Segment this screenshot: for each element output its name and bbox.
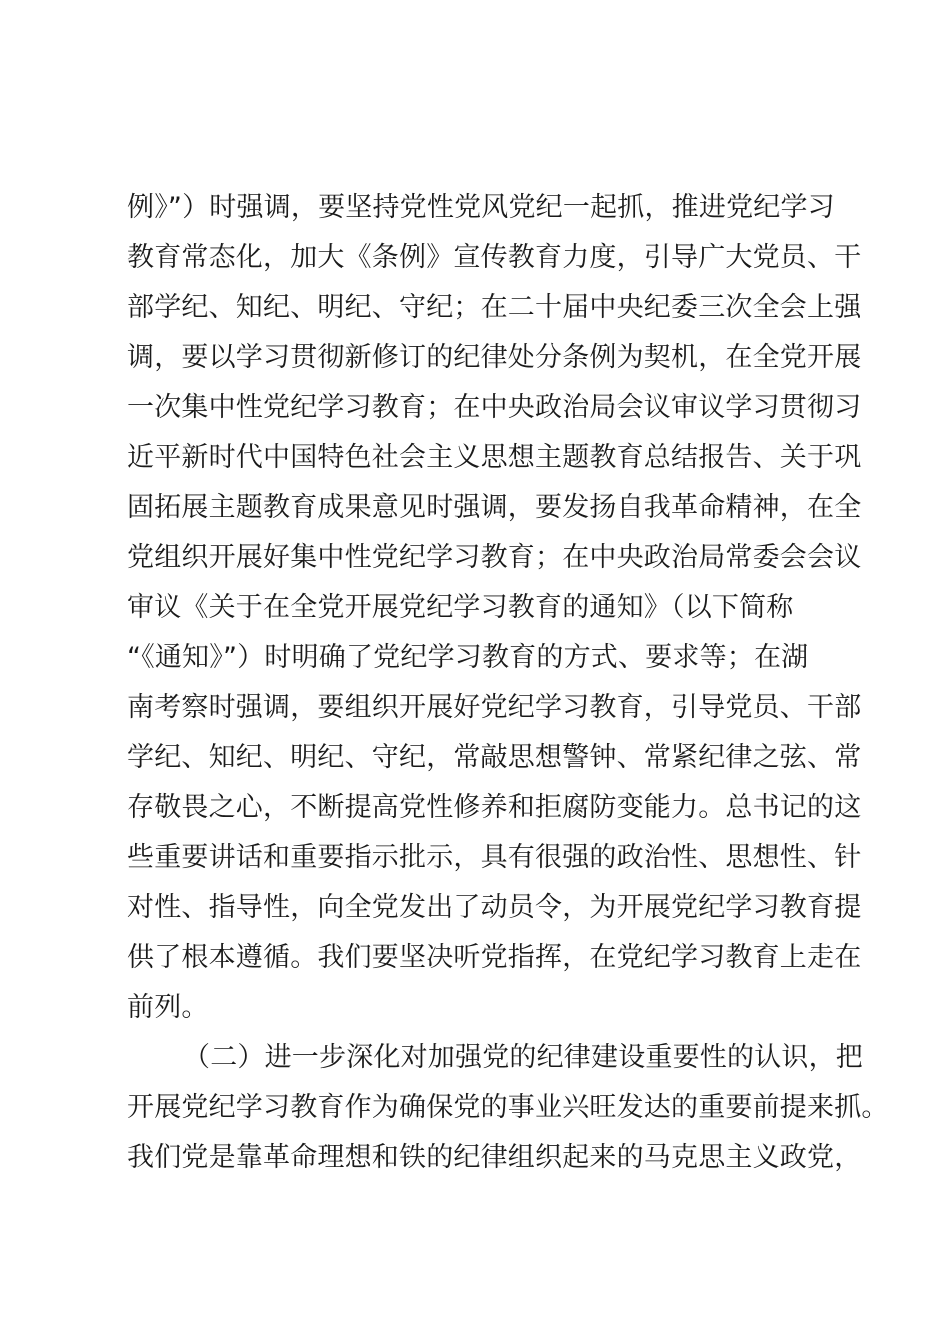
text-line: 部学纪、知纪、明纪、守纪；在二十届中央纪委三次全会上强 [127, 292, 862, 323]
text-line: 南考察时强调，要组织开展好党纪学习教育，引导党员、干部 [127, 692, 862, 723]
text-line: 前列。 [127, 992, 209, 1023]
text-line: 固拓展主题教育成果意见时强调，要发扬自我革命精神，在全 [127, 492, 862, 523]
section-heading-line: （二）进一步深化对加强党的纪律建设重要性的认识，把 [183, 1042, 863, 1073]
text-line: 存敬畏之心，不断提高党性修养和拒腐防变能力。总书记的这 [127, 792, 862, 823]
text-line: 供了根本遵循。我们要坚决听党指挥，在党纪学习教育上走在 [127, 942, 862, 973]
text-line: 一次集中性党纪学习教育；在中央政治局会议审议学习贯彻习 [127, 392, 862, 423]
text-line: 例》”）时强调，要坚持党性党风党纪一起抓，推进党纪学习 [127, 192, 835, 223]
text-line: 些重要讲话和重要指示批示，具有很强的政治性、思想性、针 [127, 842, 862, 873]
text-line: “《通知》”）时明确了党纪学习教育的方式、要求等；在湖 [127, 642, 809, 673]
text-line: 开展党纪学习教育作为确保党的事业兴旺发达的重要前提来抓。 [127, 1092, 889, 1123]
text-line: 我们党是靠革命理想和铁的纪律组织起来的马克思主义政党， [127, 1142, 862, 1173]
text-line: 党组织开展好集中性党纪学习教育；在中央政治局常委会会议 [127, 542, 862, 573]
text-line: 近平新时代中国特色社会主义思想主题教育总结报告、关于巩 [127, 442, 862, 473]
body-text [127, 183, 889, 1183]
text-line: 调，要以学习贯彻新修订的纪律处分条例为契机，在全党开展 [127, 342, 862, 373]
text-line: 学纪、知纪、明纪、守纪，常敲思想警钟、常紧纪律之弦、常 [127, 742, 862, 773]
text-line: 教育常态化，加大《条例》宣传教育力度，引导广大党员、干 [127, 242, 862, 273]
text-line: 对性、指导性，向全党发出了动员令，为开展党纪学习教育提 [127, 892, 862, 923]
text-line: 审议《关于在全党开展党纪学习教育的通知》（以下简称 [127, 592, 794, 623]
